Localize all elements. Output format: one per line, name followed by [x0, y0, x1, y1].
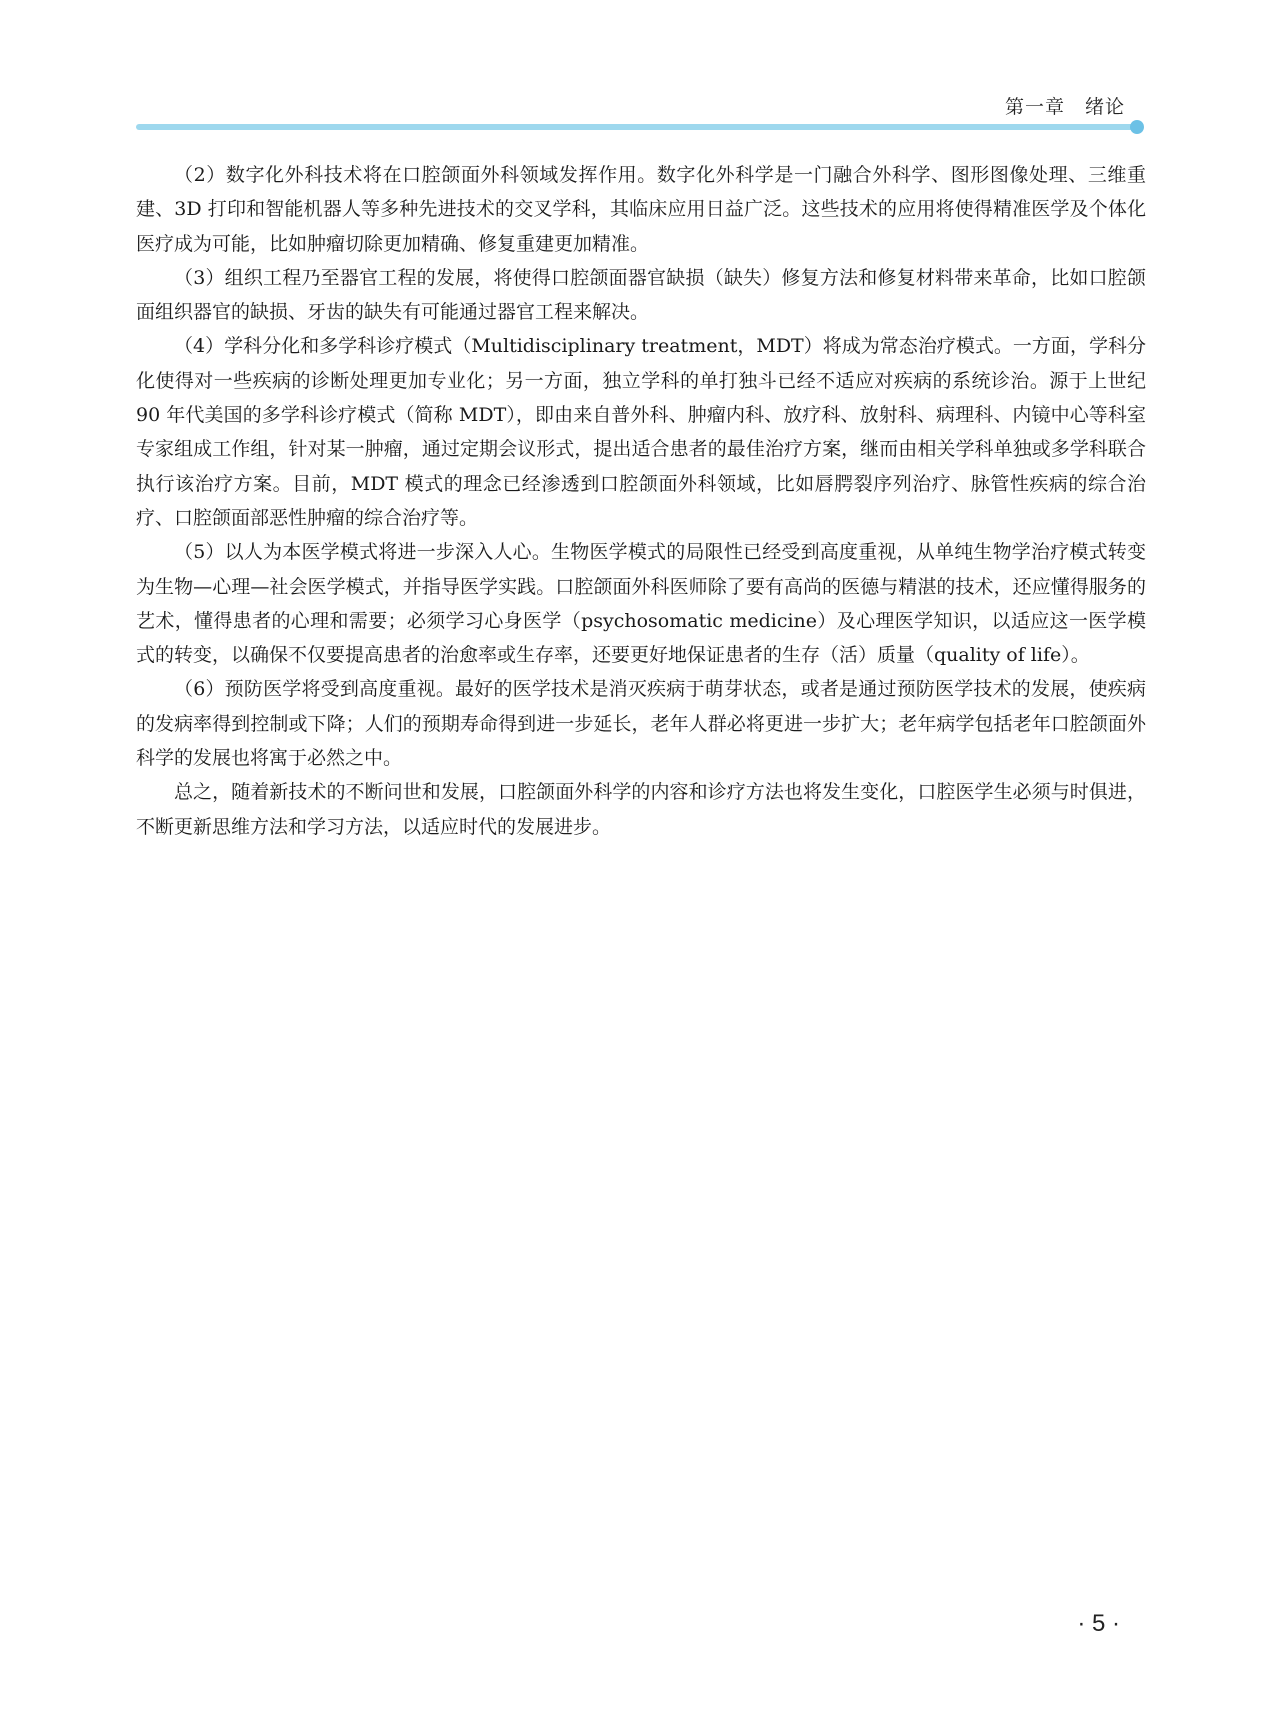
page-number: · 5 ·	[1077, 1610, 1120, 1637]
paragraph-humanistic-model: （5）以人为本医学模式将进一步深入人心。生物医学模式的局限性已经受到高度重视，从单纯生物学治疗模式转变为生物—心理—社会医学模式，并指导医学实践。口腔颌面外科医师除了要有高尚的医德与精湛的技术，还应懂得服务的艺术，懂得患者的心理和需要；必须学习心身医学（psychosomatic medicine）及心理医学知识，以适应这一医学模式的转变，以确保不仅要提高患者的治愈率或生存率，还要更好地保证患者的生存（活）质量（quality of life）。	[136, 541, 1146, 667]
paragraph-preventive-medicine: （6）预防医学将受到高度重视。最好的医学技术是消灭疾病于萌芽状态，或者是通过预防医学技术的发展，使疾病的发病率得到控制或下降；人们的预期寿命得到进一步延长，老年人群必将更进一步扩大；老年病学包括老年口腔颌面外科学的发展也将寓于必然之中。	[136, 678, 1146, 770]
running-header-chapter-title: 第一章 绪论	[1004, 96, 1125, 118]
body-text	[136, 158, 1146, 844]
header-divider-line	[136, 124, 1136, 130]
header-divider-dot	[1130, 120, 1144, 134]
paragraph-mdt: （4）学科分化和多学科诊疗模式（Multidisciplinary treatment，MDT）将成为常态治疗模式。一方面，学科分化使得对一些疾病的诊断处理更加专业化；另一方面，独立学科的单打独斗已经不适应对疾病的系统诊治。源于上世纪 90 年代美国的多学科诊疗模式（简称 MDT），即由来自普外科、肿瘤内科、放疗科、放射科、病理科、内镜中心等科室专家组成工作组，针对某一肿瘤，通过定期会议形式，提出适合患者的最佳治疗方案，继而由相关学科单独或多学科联合执行该治疗方案。目前，MDT 模式的理念已经渗透到口腔颌面外科领域，比如唇腭裂序列治疗、脉管性疾病的综合治疗、口腔颌面部恶性肿瘤的综合治疗等。	[136, 335, 1146, 529]
paragraph-summary: 总之，随着新技术的不断问世和发展，口腔颌面外科学的内容和诊疗方法也将发生变化，口腔医学生必须与时俱进，不断更新思维方法和学习方法，以适应时代的发展进步。	[136, 781, 1146, 838]
paragraph-digital-surgery: （2）数字化外科技术将在口腔颌面外科领域发挥作用。数字化外科学是一门融合外科学、图形图像处理、三维重建、3D 打印和智能机器人等多种先进技术的交叉学科，其临床应用日益广泛。这些技术的应用将使得精准医学及个体化医疗成为可能，比如肿瘤切除更加精确、修复重建更加精准。	[136, 164, 1146, 255]
paragraph-tissue-engineering: （3）组织工程乃至器官工程的发展，将使得口腔颌面器官缺损（缺失）修复方法和修复材料带来革命，比如口腔颌面组织器官的缺损、牙齿的缺失有可能通过器官工程来解决。	[136, 266, 1146, 324]
